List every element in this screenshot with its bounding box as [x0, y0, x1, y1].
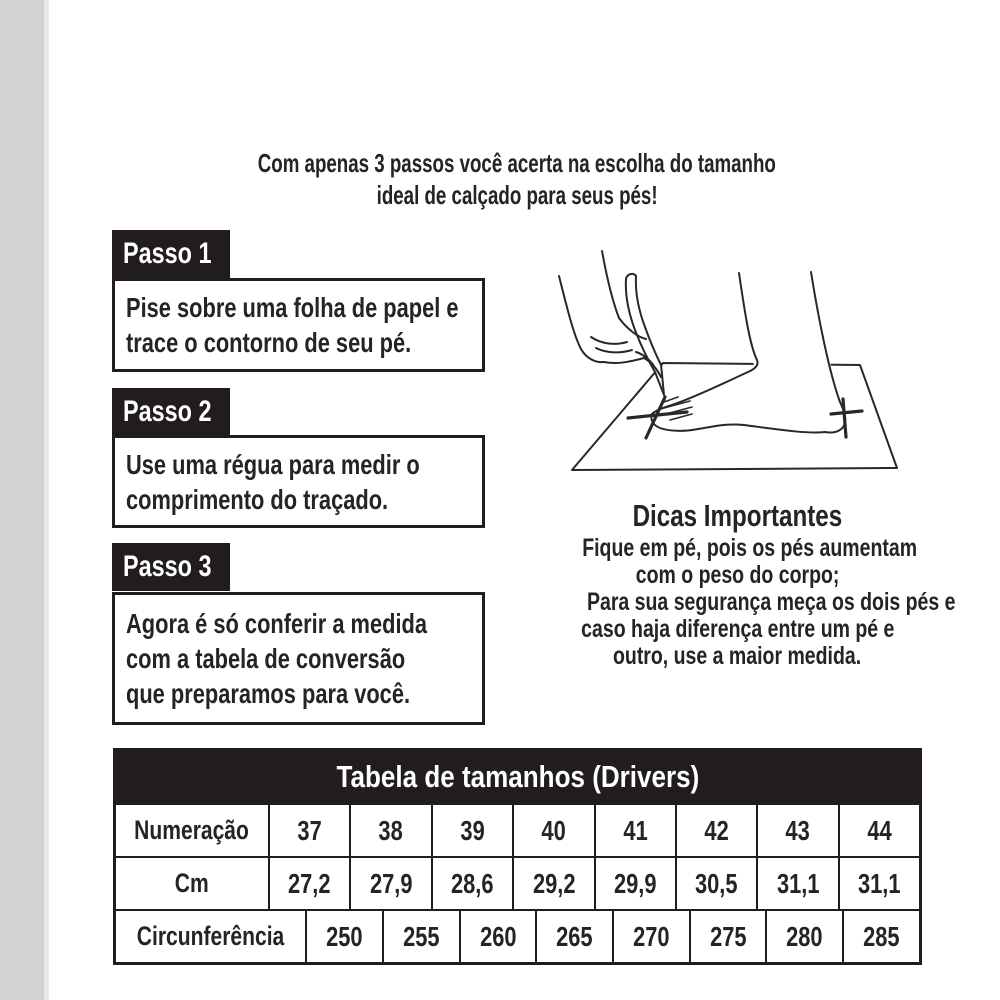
step-2-text-line-2: comprimento do traçado. [126, 483, 389, 515]
table-cell: 265 [535, 911, 612, 962]
step-2-label: Passo 2 [112, 388, 230, 436]
tips-title: Dicas Importantes [632, 498, 843, 533]
table-cell: 39 [431, 805, 512, 856]
step-1-box [112, 278, 485, 372]
table-cell: 29,2 [512, 858, 593, 909]
table-cell: 37 [268, 805, 349, 856]
important-tips [535, 497, 956, 670]
table-cell: 40 [512, 805, 593, 856]
table-row-circunferencia [116, 909, 919, 962]
hand-fill [558, 251, 666, 398]
table-cell: 30,5 [675, 858, 756, 909]
table-cell: 28,6 [431, 858, 512, 909]
table-cell: 285 [842, 911, 919, 962]
tips-line-1: Fique em pé, pois os pés aumentam [582, 534, 918, 562]
tips-line-4: caso haja diferença entre um pé e [580, 615, 895, 643]
table-cell: 38 [349, 805, 430, 856]
table-cell: 275 [689, 911, 766, 962]
row-label: Cm [175, 868, 209, 898]
tips-line-5: outro, use a maior medida. [613, 642, 862, 670]
step-3-text-line-2: com a tabela de conversão [126, 643, 406, 674]
foot-tracing-illustration [540, 248, 940, 490]
tips-line-3: Para sua segurança meça os dois pés e [586, 588, 956, 616]
table-cell: 31,1 [756, 858, 837, 909]
table-cell: 29,9 [594, 858, 675, 909]
table-cell: 250 [305, 911, 382, 962]
table-cell: 260 [459, 911, 536, 962]
step-1-label: Passo 1 [112, 230, 230, 278]
intro-line-1: Com apenas 3 passos você acerta na escolha do tamanho [257, 148, 777, 178]
table-cell: 44 [838, 805, 919, 856]
row-label: Numeração [134, 815, 250, 845]
table-cell: 41 [594, 805, 675, 856]
table-cell: 27,9 [349, 858, 430, 909]
step-1-text-line-2: trace o contorno de seu pé. [126, 327, 412, 358]
table-cell: 27,2 [268, 858, 349, 909]
step-2-box [112, 435, 485, 528]
intro-line-2: ideal de calçado para seus pés! [376, 180, 658, 210]
tips-line-2: com o peso do corpo; [635, 561, 840, 589]
size-table-title: Tabela de tamanhos (Drivers) [116, 751, 919, 803]
table-cell: 31,1 [838, 858, 919, 909]
step-3-text-line-3: que preparamos para você. [126, 678, 411, 709]
step-1-text-line-1: Pise sobre uma folha de papel e [126, 292, 459, 323]
table-row-cm [116, 856, 919, 909]
foot-fill [652, 273, 846, 433]
step-2-text-line-1: Use uma régua para medir o [126, 448, 420, 480]
step-3-label: Passo 3 [112, 543, 230, 591]
row-label: Circunferência [136, 921, 285, 951]
left-gray-strip [0, 0, 44, 1000]
table-cell: 270 [612, 911, 689, 962]
table-row-numeracao [116, 803, 919, 856]
step-3-box [112, 592, 485, 725]
table-cell: 42 [675, 805, 756, 856]
intro-text [47, 147, 987, 211]
size-table [113, 748, 922, 965]
table-cell: 280 [765, 911, 842, 962]
step-3-text-line-1: Agora é só conferir a medida [126, 608, 427, 639]
table-cell: 255 [382, 911, 459, 962]
table-cell: 43 [756, 805, 837, 856]
